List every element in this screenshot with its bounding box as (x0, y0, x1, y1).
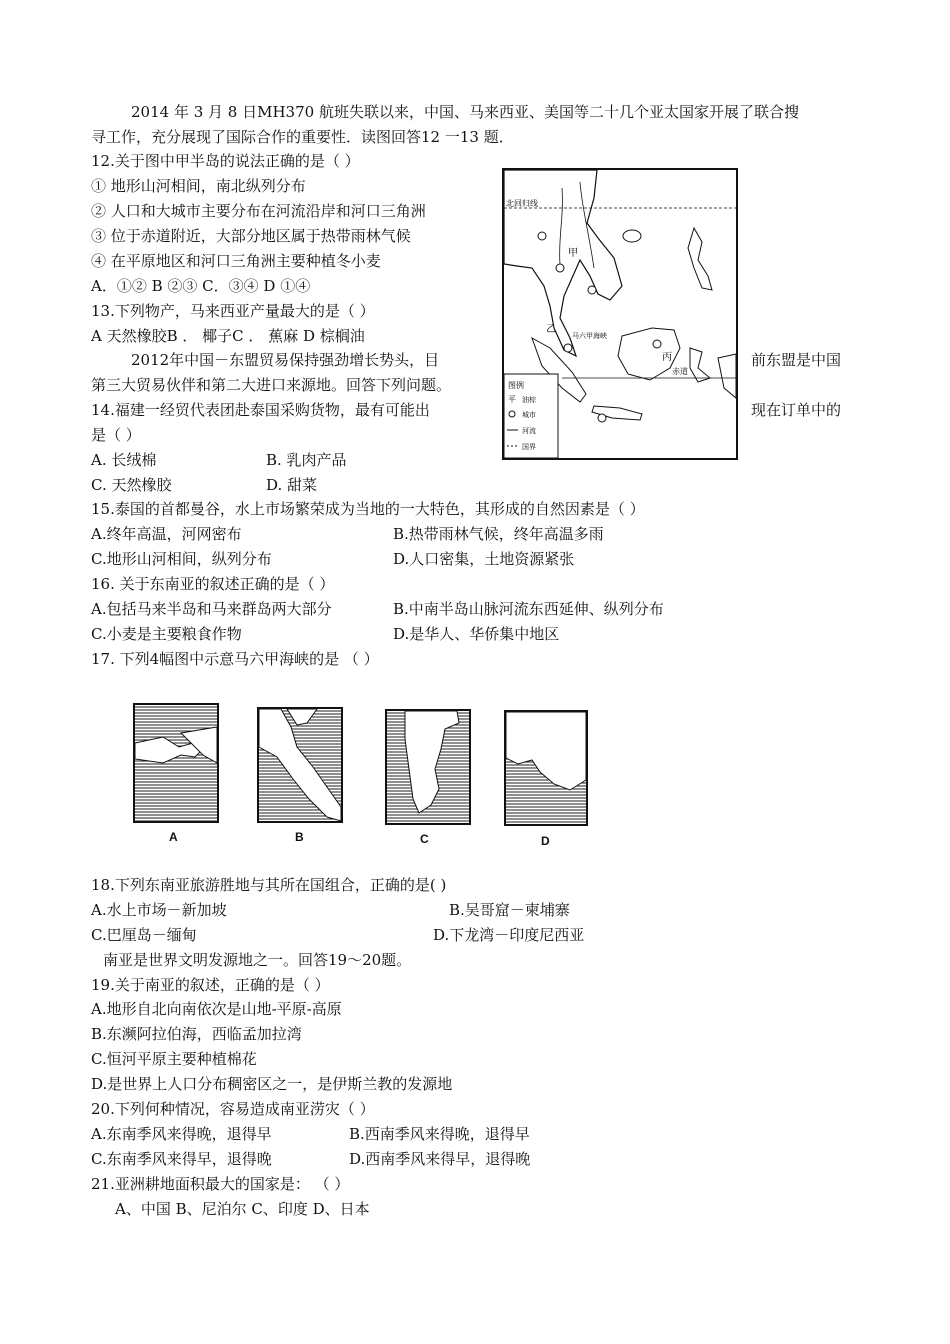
q20-option-b: B.西南季风来得晚，退得早 (349, 1125, 530, 1143)
q16-option-d: D.是华人、华侨集中地区 (393, 625, 560, 643)
q20-stem: 20.下列何种情况，容易造成南亚涝灾（ ） (91, 1100, 375, 1118)
equator-label: 赤道 (672, 367, 688, 376)
city-symbol (598, 414, 606, 422)
q15-option-d: D.人口密集，土地资源紧张 (393, 550, 575, 568)
legend-item-border: 国界 (522, 444, 536, 451)
q15-stem: 15.泰国的首都曼谷，水上市场繁荣成为当地的一大特色，其形成的自然因素是（ ） (91, 500, 645, 518)
map-label-a: A (169, 830, 178, 844)
q14-stem-c: 是（ ） (91, 426, 141, 444)
q14-option-d: D. 甜菜 (266, 476, 318, 494)
q19-option-c: C.恒河平原主要种植棉花 (91, 1050, 257, 1068)
city-symbol (588, 286, 596, 294)
q15-option-c: C.地形山河相间，纵列分布 (91, 550, 272, 568)
q19-stem: 19.关于南亚的叙述，正确的是（ ） (91, 976, 330, 994)
q20-option-c: C.东南季风来得早，退得晚 (91, 1150, 272, 1168)
q19-option-b: B.东濒阿拉伯海，西临孟加拉湾 (91, 1025, 302, 1043)
q19-option-a: A.地形自北向南依次是山地-平原-高原 (91, 1000, 342, 1018)
strait-option-map-c (385, 709, 471, 825)
q16-stem: 16. 关于东南亚的叙述正确的是（ ） (91, 575, 335, 593)
q20-option-a: A.东南季风来得晚，退得早 (91, 1125, 272, 1143)
city-symbol (564, 344, 572, 352)
q17-stem: 17. 下列4幅图中示意马六甲海峡的是 （ ） (91, 650, 379, 668)
legend-item-oilpalm: 油棕 (522, 397, 536, 404)
city-symbol (556, 264, 564, 272)
q15-option-a: A.终年高温，河网密布 (91, 525, 242, 543)
q16-option-b: B.中南半岛山脉河流东西延伸、纵列分布 (393, 600, 664, 618)
q12-choices: A．①② B ②③ C．③④ D ①④ (91, 277, 311, 295)
intro2-line-1a: 2012年中国－东盟贸易保持强劲增长势头，目 (131, 351, 440, 369)
q14-option-b: B. 乳肉产品 (266, 451, 347, 469)
q14-option-c: C. 天然橡胶 (91, 476, 172, 494)
strait-option-map-a (133, 703, 219, 823)
q14-option-a: A. 长绒棉 (91, 451, 157, 469)
q12-stem: 12.关于图中甲半岛的说法正确的是（ ） (91, 152, 360, 170)
label-yi: 乙 (546, 324, 556, 335)
map-label-c: C (420, 832, 429, 846)
q13-stem: 13.下列物产，马来西亚产量最大的是（ ） (91, 302, 375, 320)
strait-option-map-b (257, 707, 343, 823)
q18-option-c: C.巴厘岛－缅甸 (91, 926, 197, 944)
legend-item-river: 河流 (522, 428, 536, 435)
q13-choices: A 天然橡胶B ． 椰子C ． 蕉麻 D 棕榈油 (91, 327, 365, 345)
city-symbol (538, 232, 546, 240)
q18-stem: 18.下列东南亚旅游胜地与其所在国组合，正确的是( ) (91, 876, 447, 894)
q14-stem-a: 14.福建一经贸代表团赴泰国采购货物，最有可能出 (91, 401, 430, 419)
q16-option-c: C.小麦是主要粮食作物 (91, 625, 242, 643)
map-label-d: D (541, 834, 550, 848)
q18-option-d: D.下龙湾－印度尼西亚 (433, 926, 585, 944)
q21-choices: A、中国 B、尼泊尔 C、印度 D、日本 (115, 1200, 370, 1218)
q20-option-d: D.西南季风来得早，退得晚 (349, 1150, 531, 1168)
strait-label: 马六甲海峡 (572, 333, 607, 340)
tropic-label: 北回归线 (506, 199, 538, 208)
q12-option-1: ① 地形山河相间，南北纵列分布 (91, 177, 306, 195)
q14-stem-b: 现在订单中的 (751, 401, 842, 419)
q21-stem: 21.亚洲耕地面积最大的国家是： （ ） (91, 1175, 350, 1193)
q16-option-a: A.包括马来半岛和马来群岛两大部分 (91, 600, 332, 618)
city-symbol (653, 340, 661, 348)
q19-option-d: D.是世界上人口分布稠密区之一，是伊斯兰教的发源地 (91, 1075, 453, 1093)
q12-option-4: ④ 在平原地区和河口三角洲主要种植冬小麦 (91, 252, 381, 270)
intro3: 南亚是世界文明发源地之一。回答19～20题。 (103, 951, 412, 969)
intro2-line-1b: 前东盟是中国 (751, 351, 842, 369)
legend-item-city: 城市 (522, 412, 536, 419)
q15-option-b: B.热带雨林气候，终年高温多雨 (393, 525, 604, 543)
intro-line-1: 2014 年 3 月 8 日MH370 航班失联以来，中国、马来西亚、美国等二十几个亚太国家开展了联合搜 (131, 103, 799, 121)
label-jia: 甲 (568, 248, 578, 259)
q12-option-2: ② 人口和大城市主要分布在河流沿岸和河口三角洲 (91, 202, 426, 220)
intro-line-2: 寻工作，充分展现了国际合作的重要性．读图回答12 一13 题． (91, 128, 514, 146)
strait-option-map-d (504, 710, 588, 826)
q12-option-3: ③ 位于赤道附近，大部分地区属于热带雨林气候 (91, 227, 411, 245)
q18-option-a: A.水上市场－新加坡 (91, 901, 227, 919)
svg-text:平: 平 (508, 395, 516, 404)
intro2-line-2: 第三大贸易伙伴和第二大进口来源地。回答下列问题。 (91, 376, 452, 394)
southeast-asia-map (502, 168, 738, 460)
legend-title: 图例 (508, 381, 524, 390)
label-bing: 丙 (662, 352, 672, 363)
map-label-b: B (295, 830, 304, 844)
q18-option-b: B.吴哥窟－柬埔寨 (449, 901, 570, 919)
